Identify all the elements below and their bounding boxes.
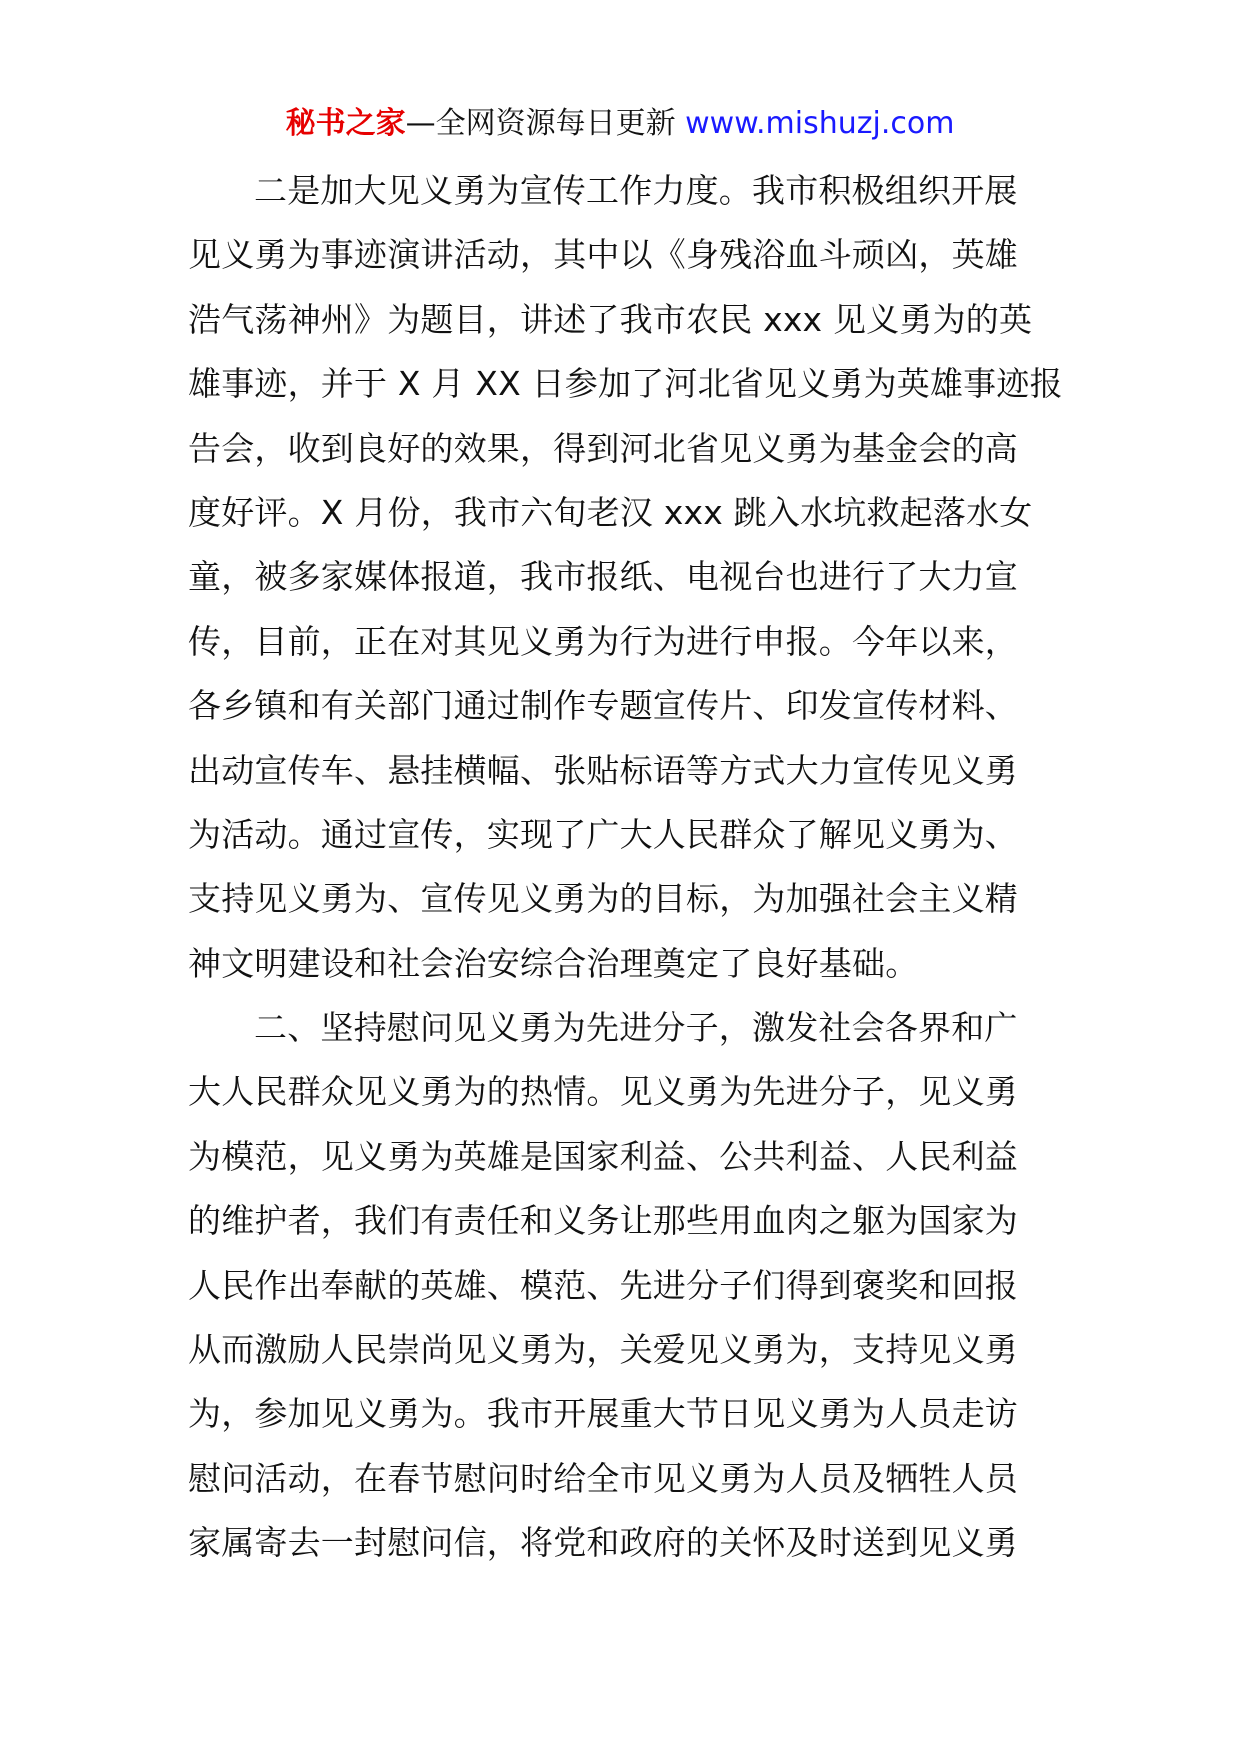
text-line: 各乡镇和有关部门通过制作专题宣传片、印发宣传材料、 [188,686,1018,726]
text-line: 度好评。X 月份，我市六旬老汉 xxx 跳入水坑救起落水女 [188,492,1033,532]
text-line: 家属寄去一封慰问信，将党和政府的关怀及时送到见义勇 [188,1523,1018,1563]
text-line: 二、坚持慰问见义勇为先进分子，激发社会各界和广 [254,1008,1018,1048]
text-line: 童，被多家媒体报道，我市报纸、电视台也进行了大力宣 [188,557,1018,597]
text-line: 浩气荡神州》为题目，讲述了我市农民 xxx 见义勇为的英 [188,299,1033,339]
document-body [188,159,1063,1576]
text-line: 为模范，见义勇为英雄是国家利益、公共利益、人民利益 [188,1136,1018,1176]
page-header [0,102,1240,146]
brand-name: 秘书之家 [285,106,406,141]
text-line: 神文明建设和社会治安综合治理奠定了良好基础。 [188,943,919,983]
text-line: 的维护者，我们有责任和义务让那些用血肉之躯为国家为 [188,1201,1018,1241]
text-line: 慰问活动，在春节慰问时给全市见义勇为人员及牺牲人员 [188,1458,1018,1498]
text-line: 传，目前，正在对其见义勇为行为进行申报。今年以来， [188,621,1018,661]
site-url-link[interactable]: www.mishuzj.com [685,106,955,141]
text-line: 从而激励人民崇尚见义勇为，关爱见义勇为，支持见义勇 [188,1330,1018,1370]
text-line: 人民作出奉献的英雄、模范、先进分子们得到褒奖和回报 [188,1265,1018,1305]
text-line: 支持见义勇为、宣传见义勇为的目标，为加强社会主义精 [188,879,1018,919]
text-line: 雄事迹，并于 X 月 XX 日参加了河北省见义勇为英雄事迹报 [188,364,1063,404]
text-line: 为活动。通过宣传，实现了广大人民群众了解见义勇为、 [188,814,1018,854]
text-line: 见义勇为事迹演讲活动，其中以《身残浴血斗顽凶，英雄 [188,235,1018,275]
text-line: 出动宣传车、悬挂横幅、张贴标语等方式大力宣传见义勇 [188,750,1018,790]
text-line: 为，参加见义勇为。我市开展重大节日见义勇为人员走访 [188,1394,1018,1434]
text-line: 大人民群众见义勇为的热情。见义勇为先进分子，见义勇 [188,1072,1018,1112]
header-tagline: —全网资源每日更新 [405,106,676,141]
text-line: 告会，收到良好的效果，得到河北省见义勇为基金会的高 [188,428,1018,468]
text-line: 二是加大见义勇为宣传工作力度。我市积极组织开展 [254,171,1018,210]
